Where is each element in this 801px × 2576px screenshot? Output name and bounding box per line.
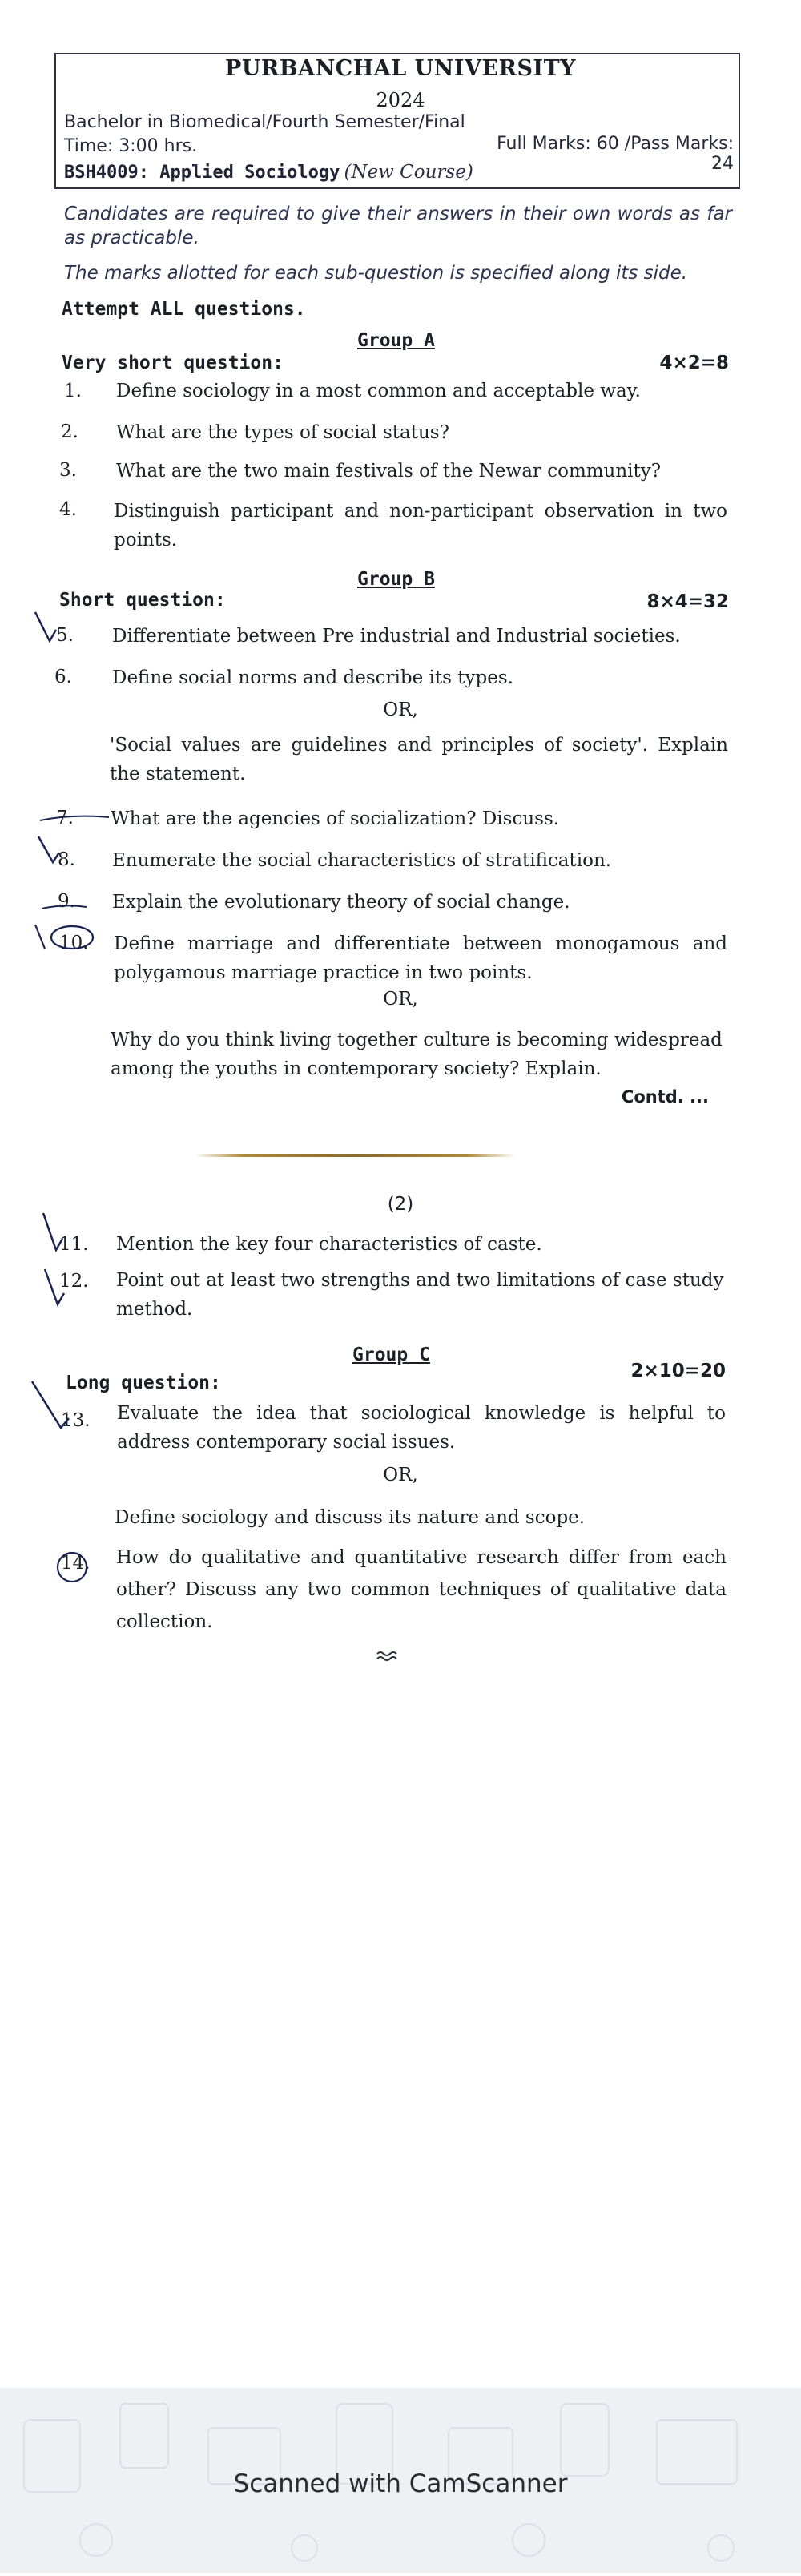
pen-underline-icon (40, 899, 88, 915)
page-divider (195, 1154, 515, 1157)
pen-tick-icon (40, 1266, 72, 1314)
or-separator: OR, (383, 1465, 418, 1486)
group-a-title: Group A (357, 330, 435, 351)
instruction-own-words: Candidates are required to give their answers in their own words as far as practicable. (64, 204, 732, 248)
course-note: (New Course) (344, 162, 473, 183)
question-number: 12. (59, 1271, 89, 1292)
question-text: How do qualitative and quantitative research differ from each other? Discuss any two common techniques of qualitative data collection. (116, 1547, 727, 1632)
pen-circle-icon (32, 921, 96, 961)
question-number: 2. (61, 421, 78, 442)
scanner-watermark: Scanned with CamScanner (233, 2469, 568, 2498)
question-number: 4. (59, 499, 77, 520)
question-text: Differentiate between Pre industrial and Industrial societies. (112, 626, 681, 647)
university-title: PURBANCHAL UNIVERSITY (225, 56, 576, 81)
question-number: 8. (58, 849, 75, 870)
question-text: Define marriage and differentiate between monogamous and polygamous marriage practice in two points. (114, 933, 727, 983)
question-number: 3. (59, 460, 77, 481)
question-alt-text: Define sociology and discuss its nature and scope. (115, 1507, 586, 1528)
pen-tick-icon (29, 1378, 77, 1434)
program-line: Bachelor in Biomedical/Fourth Semester/Final (64, 112, 465, 132)
question-text: What are the agencies of socialization? Discuss. (111, 808, 560, 829)
group-a-label: Very short question: (62, 353, 284, 373)
question-number: 5. (56, 625, 74, 646)
question-number: 7. (56, 808, 74, 828)
question-text: Enumerate the social characteristics of stratification. (112, 850, 612, 871)
course-code: BSH4009: Applied Sociology (64, 163, 340, 183)
group-a-marks: 4×2=8 (659, 353, 729, 373)
group-c-title: Group C (352, 1344, 430, 1365)
question-text: Explain the evolutionary theory of social change. (112, 892, 570, 913)
instruction-attempt: Attempt ALL questions. (62, 299, 306, 320)
question-number: 1. (64, 381, 82, 401)
course-line (64, 162, 473, 183)
question-number: 6. (54, 667, 72, 687)
question-text: Point out at least two strengths and two limitations of case study method. (116, 1270, 724, 1320)
question-text: Define sociology in a most common and acceptable way. (116, 381, 641, 401)
question-number: 14. (61, 1553, 91, 1574)
question-number: 13. (61, 1410, 91, 1431)
question-text: Distinguish participant and non-participant observation in two points. (114, 501, 727, 550)
question-text: Mention the key four characteristics of caste. (116, 1234, 542, 1255)
continued-note: Contd. ... (621, 1087, 709, 1107)
group-b-label: Short question: (59, 590, 226, 611)
pen-underline-icon (38, 809, 111, 825)
question-text: Evaluate the idea that sociological knowledge is helpful to address contemporary social issues. (117, 1403, 726, 1453)
or-separator: OR, (383, 699, 418, 720)
question-number: 11. (59, 1234, 89, 1255)
end-ornament-icon (375, 1649, 402, 1665)
question-alt-text: Why do you think living together culture is becoming widespread among the youths in contemporary society? Explain. (111, 1030, 723, 1079)
group-b-title: Group B (357, 569, 435, 590)
question-text: What are the types of social status? (116, 422, 449, 443)
pen-tick-icon (40, 1210, 72, 1258)
question-number: 9. (58, 891, 75, 912)
or-separator: OR, (383, 989, 418, 1010)
time-line: Time: 3:00 hrs. (64, 136, 198, 156)
group-c-label: Long question: (66, 1373, 221, 1393)
question-text: Define social norms and describe its types. (112, 667, 513, 688)
question-number: 10. (59, 933, 89, 953)
pen-tick-icon (32, 609, 64, 657)
group-c-marks: 2×10=20 (630, 1361, 726, 1381)
group-b-marks: 8×4=32 (646, 591, 729, 612)
pen-circle-icon (53, 1548, 93, 1588)
marks-line: Full Marks: 60 /Pass Marks: 24 (497, 134, 734, 174)
question-text: What are the two main festivals of the Newar community? (116, 461, 662, 482)
page-number: (2) (387, 1194, 414, 1215)
instruction-marks: The marks allotted for each sub-question is specified along its side. (64, 263, 688, 284)
question-alt-text: 'Social values are guidelines and principles of society'. Explain the statement. (110, 735, 728, 784)
exam-year: 2024 (376, 89, 425, 111)
pen-tick-icon (35, 833, 67, 873)
